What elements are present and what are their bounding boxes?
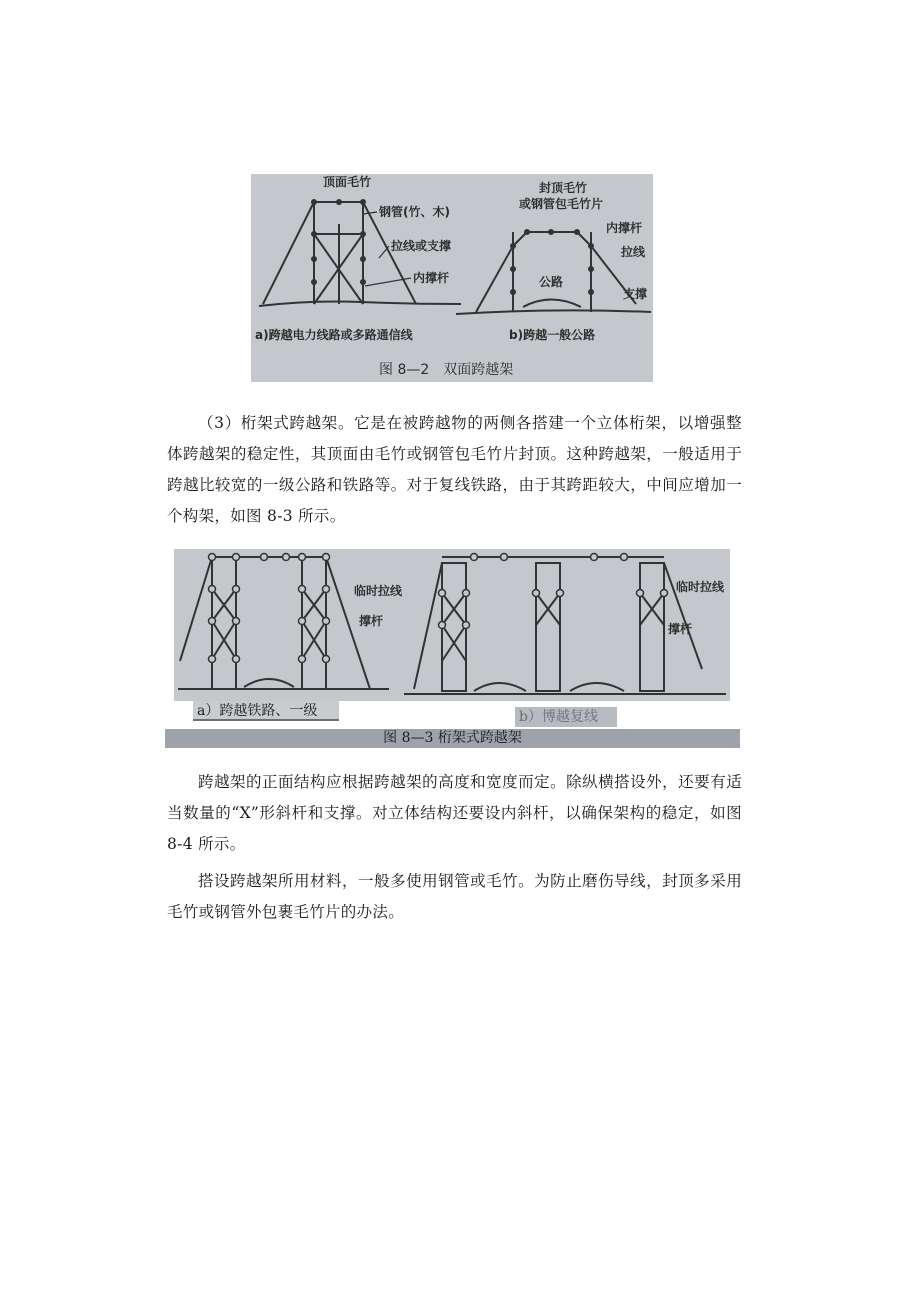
label-steel-pipe: 钢管(竹、木) — [379, 205, 450, 219]
label-seal-top: 封顶毛竹 — [539, 181, 588, 195]
label-top-bamboo: 顶面毛竹 — [323, 175, 372, 189]
label-seal-top-2: 或钢管包毛竹片 — [519, 197, 604, 211]
label-strut-a: 撑杆 — [359, 614, 384, 628]
paragraph-front-structure: 跨越架的正面结构应根据跨越架的高度和宽度而定。除纵横搭设外，还要有适当数量的“X”形斜杆和支撑。对立体结构还要设内斜杆，以确保架构的稳定，如图 8-4 所示。 — [167, 773, 742, 853]
figure-8-3-caption: 图 8—3 桁架式跨越架 — [165, 729, 740, 748]
label-guy-b: 拉线 — [621, 245, 646, 259]
label-support-b: 支撑 — [623, 287, 648, 301]
label-inner-brace: 内撑杆 — [413, 271, 450, 285]
figure-8-3 — [174, 549, 730, 701]
subcaption-b: b)跨越一般公路 — [509, 328, 596, 342]
label-inner-brace-b: 内撑杆 — [606, 221, 643, 235]
label-road: 公路 — [539, 275, 564, 289]
figure-8-2-caption: 图 8—2 双面跨越架 — [379, 362, 514, 378]
label-guy-or-support: 拉线或支撑 — [391, 239, 452, 253]
label-temp-guy-a: 临时拉线 — [354, 584, 403, 598]
paragraph-materials: 搭设跨越架所用材料，一般多使用钢管或毛竹。为防止磨伤导线，封顶多采用毛竹或钢管外包裹毛竹片的办法。 — [167, 872, 742, 921]
figure-8-3-subcaption-b: b）博越复线 — [515, 707, 617, 727]
figure-8-2 — [251, 174, 653, 382]
subcaption-a: a)跨越电力线路或多路通信线 — [255, 328, 413, 342]
label-temp-guy-b: 临时拉线 — [676, 580, 725, 594]
figure-8-3-subcaption-a: a）跨越铁路、一级 — [193, 701, 339, 721]
figure-8-2-drawing — [251, 174, 653, 382]
figure-8-3-drawing — [174, 549, 730, 701]
paragraph-truss-crossing: （3）桁架式跨越架。它是在被跨越物的两侧各搭建一个立体桁架，以增强整体跨越架的稳定性，其顶面由毛竹或钢管包毛竹片封顶。这种跨越架，一般适用于跨越比较宽的一级公路和铁路等。对于复线铁路，由于其跨距较大，中间应增加一个构架，如图 8-3 所示。 — [167, 414, 742, 525]
label-strut-b: 撑杆 — [668, 622, 693, 636]
